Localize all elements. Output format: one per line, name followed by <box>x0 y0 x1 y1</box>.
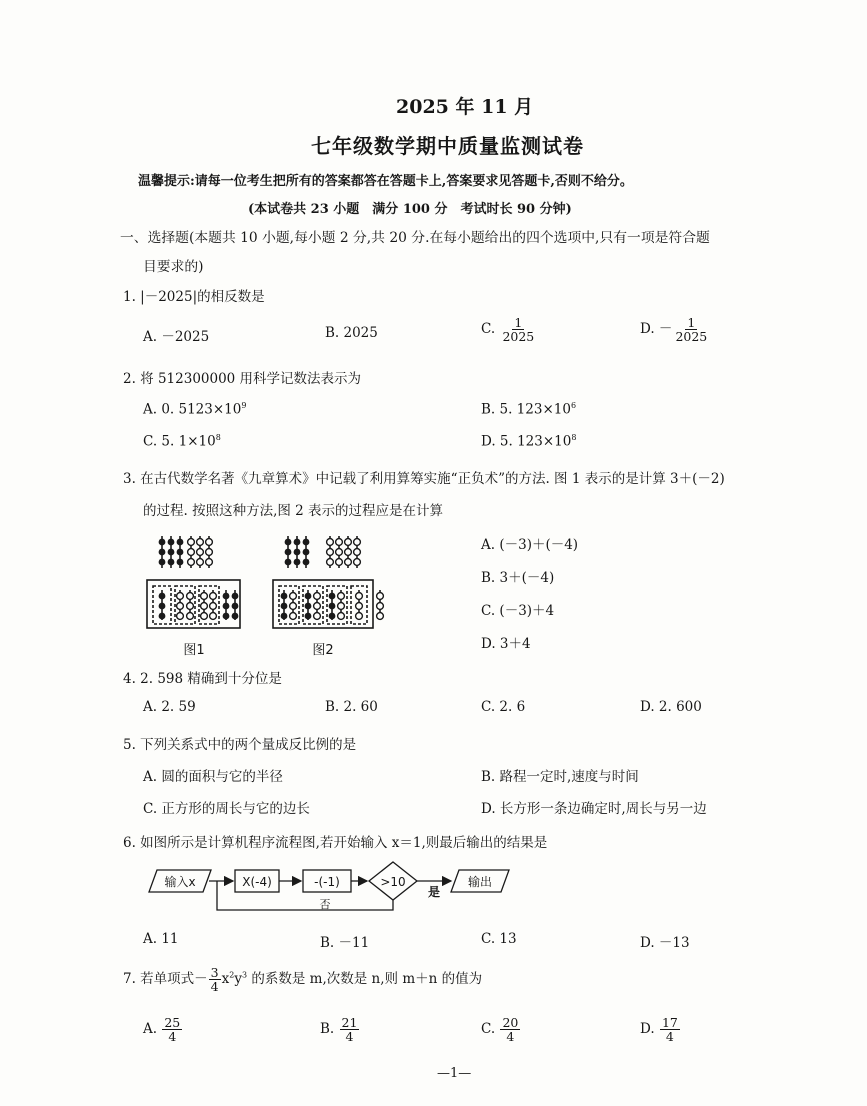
flow-yes-label: 是 <box>427 885 441 899</box>
q2-option-b: B. 5. $123\times 10^6$ <box>481 401 577 418</box>
q2-stem: 2. 将 512300000 用科学记数法表示为 <box>123 371 362 387</box>
exam-date: 2025 年 11 月 <box>396 96 534 118</box>
section-heading-cont: 目要求的) <box>143 259 204 275</box>
q6-option-a: A. 11 <box>143 931 179 947</box>
counting-rods-figure <box>140 530 400 660</box>
q4-option-b: B. 2. 60 <box>325 699 378 715</box>
q2-option-d: D. 5. $123\times 10^8$ <box>481 433 577 450</box>
q1-option-d: D. － $\frac{1}{2025}$ <box>640 315 708 345</box>
q4-option-d: D. 2. 600 <box>640 699 702 715</box>
q4-option-a: A. 2. 59 <box>143 699 196 715</box>
exam-info: (本试卷共 23 小题 满分 100 分 考试时长 90 分钟) <box>248 202 572 217</box>
q3-stem-cont: 的过程. 按照这种方法,图 2 表示的过程应是在计算 <box>143 503 444 519</box>
fig1-label: 图1 <box>183 643 205 658</box>
q1-option-a: A. －2025 <box>143 329 210 345</box>
q5-option-a: A. 圆的面积与它的半径 <box>143 769 283 785</box>
q2-option-a: A. 0. $5123\times 10^9$ <box>143 401 247 418</box>
flow-no-label: 否 <box>319 898 331 911</box>
q6-stem: 6. 如图所示是计算机程序流程图,若开始输入 x＝1,则最后输出的结果是 <box>123 835 548 851</box>
q7-option-d: D. $\frac{17}{4}$ <box>640 1015 678 1045</box>
q2-option-c: C. 5. $1\times 10^8$ <box>143 433 221 450</box>
reminder-text: 温馨提示:请每一位考生把所有的答案都答在答题卡上,答案要求见答题卡,否则不给分。 <box>138 174 633 189</box>
flow-condition-label: >10 <box>380 875 406 889</box>
q7-option-c: C. $\frac{20}{4}$ <box>481 1015 519 1045</box>
flow-step2-label: -(-1) <box>314 875 340 889</box>
q3-stem: 3. 在古代数学名著《九章算术》中记载了利用算筹实施“正负术”的方法. 图 1 表示的是计算 3＋(－2) <box>123 471 725 487</box>
q7-stem: 7. 若单项式－ $\frac{3}{4}$ $x^2y^3$ 的系数是 m,次数是 n,则 m＋n 的值为 <box>123 965 483 995</box>
flow-output-label: 输出 <box>467 875 493 889</box>
q3-option-d: D. 3＋4 <box>481 636 531 652</box>
fig2-label: 图2 <box>312 643 334 658</box>
q6-option-c: C. 13 <box>481 931 517 947</box>
q7-option-a: A. $\frac{25}{4}$ <box>143 1015 181 1045</box>
q3-option-c: C. (－3)＋4 <box>481 603 555 619</box>
q7-option-b: B. $\frac{21}{4}$ <box>320 1015 358 1045</box>
q5-option-b: B. 路程一定时,速度与时间 <box>481 769 639 785</box>
q4-option-c: C. 2. 6 <box>481 699 526 715</box>
q1-stem: 1. |－2025|的相反数是 <box>123 289 265 305</box>
q3-option-b: B. 3＋(－4) <box>481 570 555 586</box>
exam-title: 七年级数学期中质量监测试卷 <box>311 134 584 158</box>
q5-stem: 5. 下列关系式中的两个量成反比例的是 <box>123 737 357 753</box>
q6-option-d: D. －13 <box>640 935 690 951</box>
q5-option-c: C. 正方形的周长与它的边长 <box>143 801 310 817</box>
q5-option-d: D. 长方形一条边确定时,周长与另一边 <box>481 801 707 817</box>
section-heading: 一、选择题(本题共 10 小题,每小题 2 分,共 20 分.在每小题给出的四个选项中,只有一项是符合题 <box>120 230 710 246</box>
q1-option-c: C. $\frac{1}{2025}$ <box>481 315 535 345</box>
page-number: —1— <box>437 1066 472 1081</box>
flow-input-label: 输入x <box>164 875 196 889</box>
flowchart <box>145 860 525 916</box>
flow-step1-label: X(-4) <box>242 875 272 889</box>
q6-option-b: B. －11 <box>320 935 370 951</box>
q1-option-b: B. 2025 <box>325 325 378 341</box>
q4-stem: 4. 2. 598 精确到十分位是 <box>123 671 282 687</box>
q3-option-a: A. (－3)＋(－4) <box>481 537 579 553</box>
